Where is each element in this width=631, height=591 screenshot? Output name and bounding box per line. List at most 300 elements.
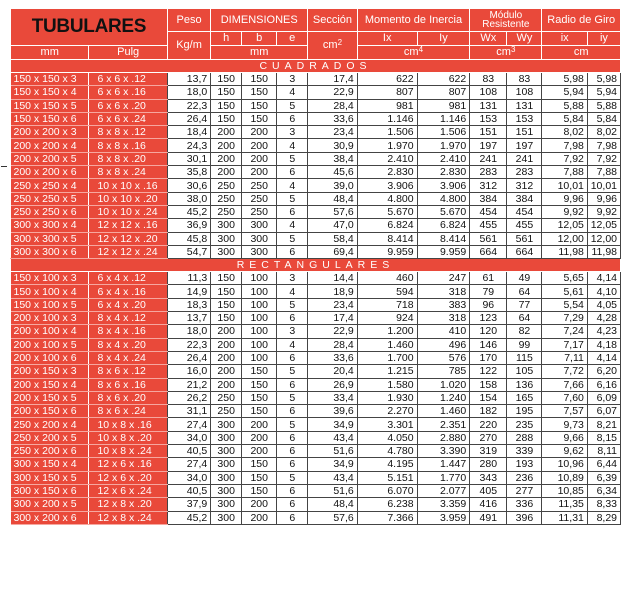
table-row <box>11 405 621 418</box>
cell-mm: 200 x 200 x 3 <box>11 126 89 139</box>
cell-ix: 6.238 <box>357 498 417 511</box>
cell-radio-iy: 6,16 <box>587 378 620 391</box>
cell-dim-e: 4 <box>277 139 308 152</box>
cell-wy: 455 <box>507 219 542 232</box>
cell-ix: 2.830 <box>357 166 417 179</box>
cell-dim-b: 150 <box>242 365 277 378</box>
table-row <box>11 179 621 192</box>
cell-iy: 1.770 <box>417 471 470 484</box>
table-row <box>11 338 621 351</box>
cell-peso: 13,7 <box>167 312 210 325</box>
cell-dim-h: 200 <box>211 378 242 391</box>
cell-mm: 200 x 100 x 6 <box>11 351 89 364</box>
cell-seccion: 23,4 <box>308 298 358 311</box>
cell-iy: 1.447 <box>417 458 470 471</box>
cell-radio-ix: 9,96 <box>542 192 587 205</box>
section-label: RECTANGULARES <box>11 259 621 272</box>
cell-iy: 2.351 <box>417 418 470 431</box>
cell-wx: 416 <box>470 498 507 511</box>
cell-seccion: 14,4 <box>308 272 358 285</box>
momento-unit <box>357 46 469 60</box>
cell-peso: 22,3 <box>167 99 210 112</box>
cell-dim-e: 6 <box>277 511 308 524</box>
cell-dim-e: 6 <box>277 205 308 218</box>
ix-header: Ix <box>357 32 417 46</box>
cell-pulg: 12 x 6 x .24 <box>89 484 167 497</box>
cell-pulg: 12 x 6 x .16 <box>89 458 167 471</box>
cell-wy: 195 <box>507 405 542 418</box>
cell-mm: 200 x 150 x 5 <box>11 391 89 404</box>
cell-wy: 235 <box>507 418 542 431</box>
cell-wy: 312 <box>507 179 542 192</box>
cell-wx: 79 <box>470 285 507 298</box>
cell-wx: 61 <box>470 272 507 285</box>
modulo-unit-text: cm <box>496 46 511 58</box>
table-row <box>11 272 621 285</box>
cell-pulg: 8 x 6 x .12 <box>89 365 167 378</box>
cell-dim-h: 250 <box>211 179 242 192</box>
cell-pulg: 12 x 12 x .16 <box>89 219 167 232</box>
cell-wy: 664 <box>507 245 542 258</box>
momento-header: Momento de Inercia <box>357 9 469 32</box>
cell-dim-e: 5 <box>277 99 308 112</box>
cell-mm: 150 x 100 x 3 <box>11 272 89 285</box>
cell-mm: 300 x 200 x 6 <box>11 511 89 524</box>
cell-dim-b: 150 <box>242 484 277 497</box>
cell-dim-e: 4 <box>277 179 308 192</box>
cell-wx: 146 <box>470 338 507 351</box>
table-row <box>11 458 621 471</box>
cell-dim-b: 200 <box>242 166 277 179</box>
cell-wx: 220 <box>470 418 507 431</box>
cell-wx: 122 <box>470 365 507 378</box>
table-row <box>11 152 621 165</box>
cell-ix: 2.410 <box>357 152 417 165</box>
cell-dim-e: 6 <box>277 351 308 364</box>
cell-dim-e: 6 <box>277 431 308 444</box>
cell-seccion: 30,9 <box>308 139 358 152</box>
cell-ix: 9.959 <box>357 245 417 258</box>
cell-dim-e: 6 <box>277 166 308 179</box>
table-row <box>11 232 621 245</box>
cell-dim-h: 200 <box>211 126 242 139</box>
table-row <box>11 498 621 511</box>
cell-radio-ix: 9,73 <box>542 418 587 431</box>
cell-pulg: 10 x 8 x .24 <box>89 445 167 458</box>
cell-radio-iy: 4,23 <box>587 325 620 338</box>
cell-radio-ix: 7,17 <box>542 338 587 351</box>
cell-pulg: 8 x 4 x .12 <box>89 312 167 325</box>
cell-peso: 30,1 <box>167 152 210 165</box>
table-row <box>11 351 621 364</box>
cell-dim-e: 3 <box>277 325 308 338</box>
cell-seccion: 43,4 <box>308 431 358 444</box>
cell-wx: 170 <box>470 351 507 364</box>
peso-unit: Kg/m <box>167 32 210 60</box>
cell-dim-b: 100 <box>242 351 277 364</box>
cell-radio-iy: 6,07 <box>587 405 620 418</box>
cell-wy: 83 <box>507 73 542 86</box>
cell-iy: 1.506 <box>417 126 470 139</box>
margin-mark <box>1 166 7 167</box>
cell-radio-iy: 5,84 <box>587 112 620 125</box>
cell-dim-b: 150 <box>242 86 277 99</box>
cell-wx: 154 <box>470 391 507 404</box>
table-row <box>11 73 621 86</box>
cell-iy: 2.077 <box>417 484 470 497</box>
section-row <box>11 259 621 272</box>
cell-pulg: 8 x 6 x .20 <box>89 391 167 404</box>
cell-radio-ix: 7,98 <box>542 139 587 152</box>
cell-peso: 14,9 <box>167 285 210 298</box>
cell-pulg: 6 x 6 x .20 <box>89 99 167 112</box>
cell-radio-iy: 9,96 <box>587 192 620 205</box>
cell-radio-ix: 5,61 <box>542 285 587 298</box>
cell-radio-iy: 7,88 <box>587 166 620 179</box>
cell-seccion: 28,4 <box>308 338 358 351</box>
cell-seccion: 33,4 <box>308 391 358 404</box>
cell-radio-iy: 4,28 <box>587 312 620 325</box>
cell-mm: 150 x 100 x 4 <box>11 285 89 298</box>
cell-peso: 18,3 <box>167 298 210 311</box>
cell-dim-b: 200 <box>242 431 277 444</box>
cell-radio-iy: 6,39 <box>587 471 620 484</box>
cell-dim-e: 5 <box>277 365 308 378</box>
cell-wy: 396 <box>507 511 542 524</box>
cell-iy: 576 <box>417 351 470 364</box>
cell-mm: 150 x 150 x 6 <box>11 112 89 125</box>
seccion-unit-exp: 2 <box>337 38 343 47</box>
cell-peso: 24,3 <box>167 139 210 152</box>
cell-dim-b: 250 <box>242 179 277 192</box>
dim-unit: mm <box>211 46 308 60</box>
cell-iy: 3.906 <box>417 179 470 192</box>
cell-radio-iy: 8,33 <box>587 498 620 511</box>
cell-radio-iy: 5,88 <box>587 99 620 112</box>
cell-mm: 300 x 300 x 6 <box>11 245 89 258</box>
cell-peso: 22,3 <box>167 338 210 351</box>
cell-pulg: 6 x 6 x .24 <box>89 112 167 125</box>
cell-dim-e: 6 <box>277 458 308 471</box>
cell-seccion: 22,9 <box>308 325 358 338</box>
mm-header: mm <box>11 46 89 60</box>
cell-ix: 3.906 <box>357 179 417 192</box>
seccion-unit <box>308 32 358 60</box>
cell-mm: 200 x 200 x 4 <box>11 139 89 152</box>
cell-radio-iy: 6,09 <box>587 391 620 404</box>
cell-ix: 1.146 <box>357 112 417 125</box>
cell-wx: 131 <box>470 99 507 112</box>
cell-iy: 1.146 <box>417 112 470 125</box>
cell-pulg: 8 x 8 x .12 <box>89 126 167 139</box>
cell-pulg: 10 x 8 x .20 <box>89 431 167 444</box>
tubulares-table-container <box>10 8 621 525</box>
cell-iy: 622 <box>417 73 470 86</box>
peso-header: Peso <box>167 9 210 32</box>
cell-dim-b: 200 <box>242 152 277 165</box>
cell-ix: 1.506 <box>357 126 417 139</box>
cell-mm: 150 x 150 x 5 <box>11 99 89 112</box>
cell-radio-ix: 7,24 <box>542 325 587 338</box>
cell-wy: 288 <box>507 431 542 444</box>
cell-wx: 283 <box>470 166 507 179</box>
cell-dim-b: 100 <box>242 298 277 311</box>
cell-dim-h: 150 <box>211 312 242 325</box>
cell-seccion: 51,6 <box>308 484 358 497</box>
cell-wx: 158 <box>470 378 507 391</box>
cell-iy: 3.359 <box>417 498 470 511</box>
cell-radio-ix: 9,92 <box>542 205 587 218</box>
cell-seccion: 23,4 <box>308 126 358 139</box>
cell-radio-iy: 8,11 <box>587 445 620 458</box>
cell-dim-b: 200 <box>242 126 277 139</box>
cell-wx: 454 <box>470 205 507 218</box>
cell-wy: 49 <box>507 272 542 285</box>
cell-radio-ix: 5,54 <box>542 298 587 311</box>
cell-wy: 82 <box>507 325 542 338</box>
cell-dim-b: 200 <box>242 418 277 431</box>
seccion-unit-text: cm <box>322 39 338 51</box>
cell-radio-ix: 7,66 <box>542 378 587 391</box>
cell-mm: 250 x 250 x 4 <box>11 179 89 192</box>
cell-seccion: 47,0 <box>308 219 358 232</box>
cell-pulg: 12 x 12 x .24 <box>89 245 167 258</box>
cell-wx: 96 <box>470 298 507 311</box>
cell-radio-iy: 8,29 <box>587 511 620 524</box>
cell-pulg: 12 x 8 x .24 <box>89 511 167 524</box>
cell-iy: 1.020 <box>417 378 470 391</box>
cell-iy: 383 <box>417 298 470 311</box>
table-row <box>11 205 621 218</box>
cell-mm: 300 x 200 x 5 <box>11 498 89 511</box>
cell-wy: 131 <box>507 99 542 112</box>
cell-radio-ix: 7,88 <box>542 166 587 179</box>
cell-iy: 318 <box>417 312 470 325</box>
cell-peso: 45,2 <box>167 511 210 524</box>
cell-dim-e: 5 <box>277 471 308 484</box>
cell-wy: 561 <box>507 232 542 245</box>
cell-dim-h: 250 <box>211 405 242 418</box>
table-body <box>11 60 621 525</box>
cell-peso: 40,5 <box>167 484 210 497</box>
cell-wx: 270 <box>470 431 507 444</box>
modulo-header-line2: Resistente <box>482 19 530 30</box>
cell-wy: 193 <box>507 458 542 471</box>
cell-radio-ix: 7,57 <box>542 405 587 418</box>
cell-dim-b: 250 <box>242 205 277 218</box>
cell-iy: 496 <box>417 338 470 351</box>
table-row <box>11 219 621 232</box>
cell-seccion: 39,6 <box>308 405 358 418</box>
cell-peso: 54,7 <box>167 245 210 258</box>
cell-radio-iy: 4,14 <box>587 272 620 285</box>
cell-dim-h: 150 <box>211 99 242 112</box>
cell-dim-e: 5 <box>277 391 308 404</box>
cell-radio-iy: 4,14 <box>587 351 620 364</box>
cell-mm: 300 x 150 x 6 <box>11 484 89 497</box>
cell-pulg: 8 x 8 x .20 <box>89 152 167 165</box>
cell-dim-e: 6 <box>277 112 308 125</box>
cell-ix: 1.700 <box>357 351 417 364</box>
momento-unit-text: cm <box>403 46 419 58</box>
cell-radio-ix: 8,02 <box>542 126 587 139</box>
cell-radio-iy: 11,98 <box>587 245 620 258</box>
cell-ix: 807 <box>357 86 417 99</box>
cell-dim-b: 150 <box>242 471 277 484</box>
cell-radio-ix: 9,62 <box>542 445 587 458</box>
cell-pulg: 12 x 12 x .20 <box>89 232 167 245</box>
cell-wy: 105 <box>507 365 542 378</box>
cell-seccion: 33,6 <box>308 112 358 125</box>
cell-dim-h: 150 <box>211 272 242 285</box>
cell-wx: 182 <box>470 405 507 418</box>
cell-wx: 319 <box>470 445 507 458</box>
cell-pulg: 10 x 8 x .16 <box>89 418 167 431</box>
cell-dim-h: 300 <box>211 232 242 245</box>
dim-h-header: h <box>211 32 242 46</box>
modulo-unit-exp: 3 <box>510 45 516 54</box>
cell-seccion: 57,6 <box>308 511 358 524</box>
cell-radio-ix: 7,29 <box>542 312 587 325</box>
cell-radio-ix: 11,35 <box>542 498 587 511</box>
cell-radio-ix: 11,31 <box>542 511 587 524</box>
cell-peso: 30,6 <box>167 179 210 192</box>
cell-seccion: 57,6 <box>308 205 358 218</box>
cell-dim-h: 300 <box>211 511 242 524</box>
cell-radio-ix: 5,88 <box>542 99 587 112</box>
cell-mm: 200 x 200 x 6 <box>11 166 89 179</box>
modulo-unit <box>470 46 542 60</box>
table-title-cell <box>11 9 168 46</box>
cell-dim-e: 3 <box>277 272 308 285</box>
cell-dim-b: 150 <box>242 391 277 404</box>
cell-ix: 981 <box>357 99 417 112</box>
cell-mm: 200 x 150 x 6 <box>11 405 89 418</box>
cell-radio-ix: 11,98 <box>542 245 587 258</box>
cell-mm: 250 x 250 x 6 <box>11 205 89 218</box>
cell-dim-b: 200 <box>242 445 277 458</box>
cell-ix: 5.670 <box>357 205 417 218</box>
cell-seccion: 34,9 <box>308 458 358 471</box>
cell-radio-iy: 7,92 <box>587 152 620 165</box>
cell-dim-h: 300 <box>211 484 242 497</box>
cell-dim-e: 6 <box>277 498 308 511</box>
cell-wx: 123 <box>470 312 507 325</box>
cell-wy: 165 <box>507 391 542 404</box>
cell-iy: 6.824 <box>417 219 470 232</box>
cell-wy: 236 <box>507 471 542 484</box>
dim-b-header: b <box>242 32 277 46</box>
table-row <box>11 298 621 311</box>
cell-peso: 11,3 <box>167 272 210 285</box>
cell-dim-e: 6 <box>277 445 308 458</box>
cell-radio-iy: 5,94 <box>587 86 620 99</box>
cell-mm: 150 x 150 x 3 <box>11 73 89 86</box>
cell-radio-iy: 9,92 <box>587 205 620 218</box>
cell-dim-h: 250 <box>211 391 242 404</box>
table-row <box>11 245 621 258</box>
cell-dim-h: 300 <box>211 471 242 484</box>
cell-wx: 280 <box>470 458 507 471</box>
cell-dim-h: 200 <box>211 325 242 338</box>
cell-wx: 664 <box>470 245 507 258</box>
cell-radio-iy: 6,44 <box>587 458 620 471</box>
cell-mm: 250 x 250 x 5 <box>11 192 89 205</box>
cell-seccion: 17,4 <box>308 312 358 325</box>
cell-ix: 1.580 <box>357 378 417 391</box>
cell-dim-h: 150 <box>211 298 242 311</box>
cell-radio-ix: 7,11 <box>542 351 587 364</box>
rix-header: ix <box>542 32 587 46</box>
cell-wx: 108 <box>470 86 507 99</box>
cell-peso: 26,4 <box>167 112 210 125</box>
cell-pulg: 8 x 6 x .24 <box>89 405 167 418</box>
cell-dim-b: 300 <box>242 232 277 245</box>
dim-e-header: e <box>277 32 308 46</box>
cell-ix: 718 <box>357 298 417 311</box>
cell-seccion: 58,4 <box>308 232 358 245</box>
cell-dim-h: 200 <box>211 166 242 179</box>
cell-radio-iy: 7,98 <box>587 139 620 152</box>
cell-dim-h: 250 <box>211 192 242 205</box>
cell-iy: 807 <box>417 86 470 99</box>
cell-dim-h: 150 <box>211 285 242 298</box>
wy-header: Wy <box>507 32 542 46</box>
cell-dim-e: 6 <box>277 245 308 258</box>
cell-dim-b: 250 <box>242 192 277 205</box>
cell-pulg: 8 x 4 x .24 <box>89 351 167 364</box>
cell-dim-b: 150 <box>242 73 277 86</box>
cell-dim-h: 200 <box>211 139 242 152</box>
cell-seccion: 20,4 <box>308 365 358 378</box>
cell-radio-ix: 7,60 <box>542 391 587 404</box>
dimensiones-header: DIMENSIONES <box>211 9 308 32</box>
cell-ix: 6.070 <box>357 484 417 497</box>
cell-wy: 77 <box>507 298 542 311</box>
cell-radio-iy: 4,05 <box>587 298 620 311</box>
table-row <box>11 312 621 325</box>
section-row <box>11 60 621 73</box>
cell-ix: 622 <box>357 73 417 86</box>
cell-ix: 5.151 <box>357 471 417 484</box>
cell-dim-h: 300 <box>211 245 242 258</box>
cell-peso: 18,0 <box>167 86 210 99</box>
cell-ix: 460 <box>357 272 417 285</box>
cell-peso: 26,4 <box>167 351 210 364</box>
cell-dim-e: 5 <box>277 418 308 431</box>
cell-ix: 4.195 <box>357 458 417 471</box>
cell-radio-ix: 12,00 <box>542 232 587 245</box>
cell-ix: 1.460 <box>357 338 417 351</box>
table-row <box>11 99 621 112</box>
table-row <box>11 431 621 444</box>
cell-dim-b: 300 <box>242 245 277 258</box>
cell-wx: 384 <box>470 192 507 205</box>
cell-dim-h: 300 <box>211 418 242 431</box>
cell-dim-h: 150 <box>211 86 242 99</box>
table-row <box>11 391 621 404</box>
cell-wy: 241 <box>507 152 542 165</box>
cell-peso: 18,4 <box>167 126 210 139</box>
cell-dim-h: 300 <box>211 445 242 458</box>
cell-dim-e: 4 <box>277 86 308 99</box>
cell-radio-iy: 4,10 <box>587 285 620 298</box>
cell-radio-iy: 12,05 <box>587 219 620 232</box>
cell-peso: 16,0 <box>167 365 210 378</box>
cell-ix: 7.366 <box>357 511 417 524</box>
cell-mm: 250 x 200 x 4 <box>11 418 89 431</box>
cell-mm: 200 x 100 x 4 <box>11 325 89 338</box>
